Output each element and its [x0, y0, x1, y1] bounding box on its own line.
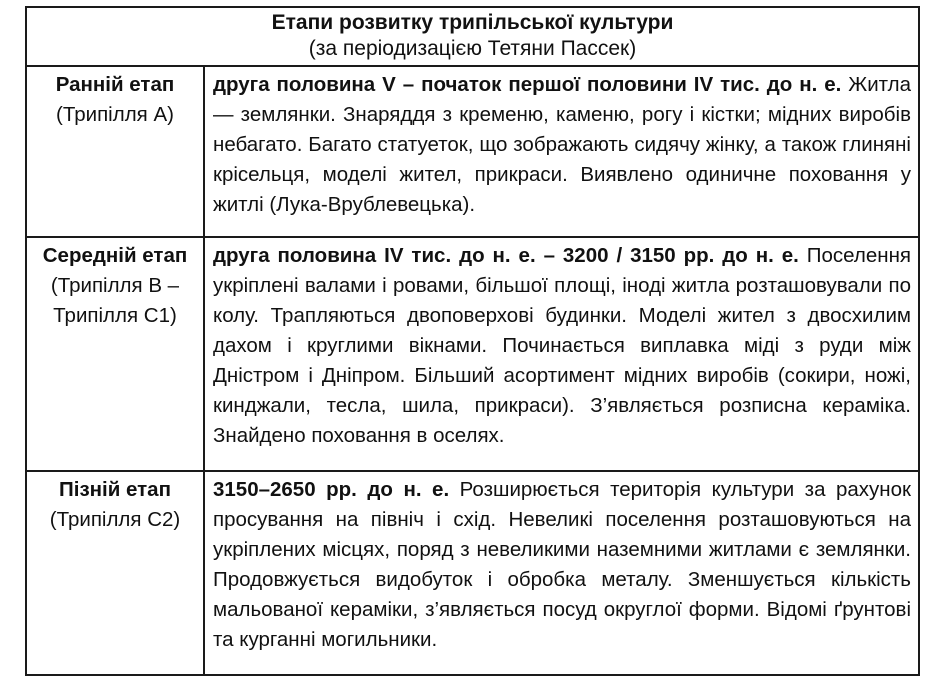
table-row — [26, 471, 919, 675]
stage-name: Середній етап — [42, 244, 188, 267]
trypillia-stages-table — [25, 6, 920, 676]
table-row — [26, 66, 919, 237]
table-header-cell — [26, 7, 919, 66]
stage-period: (Трипілля С2) — [49, 508, 181, 531]
stage-description: Розширюється територія культури за рахунок просування на північ і схід. Невеликі поселення розташовуються на укріплених місцях, поряд з невеликими наземними житлами є землянки. Продовжується видобуток і обробка металу. Зменшується кількість мальованої кераміки, з’являється посуд округлої форми. Відомі ґрунтові та курганні могильники. — [213, 478, 911, 651]
description-cell — [204, 237, 919, 471]
description-cell — [204, 471, 919, 675]
stage-period: (Трипілля А) — [56, 103, 174, 126]
stage-description: Житла — землянки. Знаряддя з кременю, каменю, рогу і кістки; мідних виробів небагато. Багато статуеток, що зображають сидячу жінку, а також глиняні крісельця, моделі жител, прикраси. Виявлено одиничне поховання у житлі (Лука-Врублевецька). — [213, 73, 911, 216]
stage-description: Поселення укріплені валами і ровами, більшої площі, іноді житла розташовували по колу. Трапляються двоповерхові будинки. Моделі жител з двосхилим дахом і круглими вікнами. Починається виплавка міді з руди між Дністром і Дніпром. Більший асортимент мідних виробів (сокири, ножі, кинджали, тесла, шила, прикраси). З’являється розписна кераміка. Знайдено поховання в оселях. — [213, 244, 911, 447]
stage-name: Пізній етап — [59, 478, 171, 501]
stage-cell — [26, 237, 204, 471]
stage-cell — [26, 66, 204, 237]
stage-date: 3150–2650 рр. до н. е. — [213, 478, 450, 501]
table-title: Етапи розвитку трипільської культури — [271, 11, 674, 34]
stage-date: друга половина V – початок першої половини IV тис. до н. е. — [213, 73, 842, 96]
stage-date: друга половина IV тис. до н. е. – 3200 / 3150 рр. до н. е. — [213, 244, 799, 267]
stage-period: (Трипілля В – Трипілля С1) — [50, 274, 180, 327]
description-cell — [204, 66, 919, 237]
table-header-row — [26, 7, 919, 66]
table-subtitle: (за періодизацією Тетяни Пассек) — [308, 37, 637, 60]
table-row — [26, 237, 919, 471]
stage-cell — [26, 471, 204, 675]
stage-name: Ранній етап — [55, 73, 175, 96]
